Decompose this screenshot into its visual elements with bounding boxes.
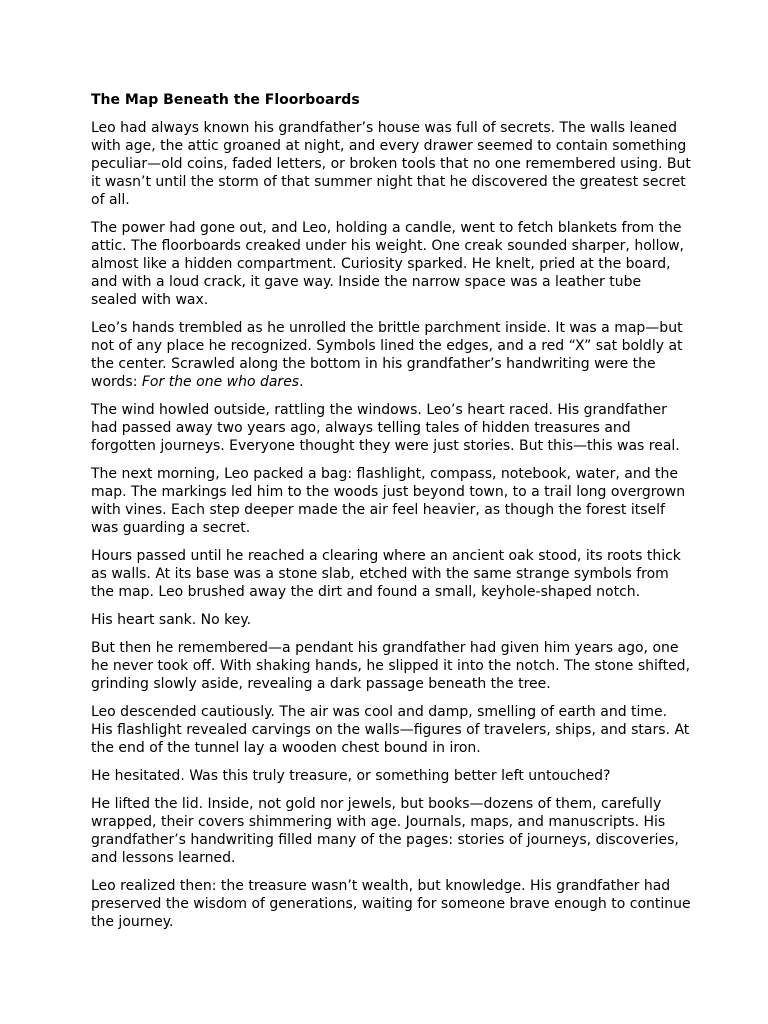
document-page xyxy=(91,91,691,941)
paragraph-3 xyxy=(91,319,691,391)
italic-phrase: For the one who dares xyxy=(141,374,300,390)
paragraph-9: Leo descended cautiously. The air was cool and damp, smelling of earth and time. His flashlight revealed carvings on the walls—figures of travelers, ships, and stars. At the end of the tunnel lay a wooden chest bound in iron. xyxy=(91,704,690,756)
paragraph-3-text: Leo’s hands trembled as he unrolled the brittle parchment inside. It was a map—but not of any place he recognized. Symbols lined the edges, and a red “X” sat boldly at the center. Scrawled along the bottom in his grandfather’s handwriting were the words: xyxy=(91,320,683,390)
paragraph-10: He hesitated. Was this truly treasure, or something better left untouched? xyxy=(91,768,611,784)
paragraph-7: His heart sank. No key. xyxy=(91,612,252,628)
document-title: The Map Beneath the Floorboards xyxy=(91,92,360,108)
paragraph-8: But then he remembered—a pendant his grandfather had given him years ago, one he never took off. With shaking hands, he slipped it into the notch. The stone shifted, grinding slowly aside, revealing a dark passage beneath the tree. xyxy=(91,640,691,692)
paragraph-11: He lifted the lid. Inside, not gold nor jewels, but books—dozens of them, carefully wrapped, their covers shimmering with age. Journals, maps, and manuscripts. His grandfather’s handwriting filled many of the pages: stories of journeys, discoveries, and lessons learned. xyxy=(91,796,679,866)
paragraph-3-end: . xyxy=(299,374,304,390)
paragraph-5: The next morning, Leo packed a bag: flashlight, compass, notebook, water, and the map. The markings led him to the woods just beyond town, to a trail long overgrown with vines. Each step deeper made the air feel heavier, as though the forest itself was guarding a secret. xyxy=(91,466,686,536)
paragraph-6: Hours passed until he reached a clearing where an ancient oak stood, its roots thick as walls. At its base was a stone slab, etched with the same strange symbols from the map. Leo brushed away the dirt and found a small, keyhole-shaped notch. xyxy=(91,548,681,600)
paragraph-2: The power had gone out, and Leo, holding a candle, went to fetch blankets from the attic. The floorboards creaked under his weight. One creak sounded sharper, hollow, almost like a hidden compartment. Curiosity sparked. He knelt, pried at the board, and with a loud crack, it gave way. Inside the narrow space was a leather tube sealed with wax. xyxy=(91,220,685,308)
paragraph-12: Leo realized then: the treasure wasn’t wealth, but knowledge. His grandfather had preserved the wisdom of generations, waiting for someone brave enough to continue the journey. xyxy=(91,878,691,930)
paragraph-4: The wind howled outside, rattling the windows. Leo’s heart raced. His grandfather had passed away two years ago, always telling tales of hidden treasures and forgotten journeys. Everyone thought they were just stories. But this—this was real. xyxy=(91,402,680,454)
paragraph-1: Leo had always known his grandfather’s house was full of secrets. The walls leaned with age, the attic groaned at night, and every drawer seemed to contain something peculiar—old coins, faded letters, or broken tools that no one remembered using. But it wasn’t until the storm of that summer night that he discovered the greatest secret of all. xyxy=(91,120,691,208)
